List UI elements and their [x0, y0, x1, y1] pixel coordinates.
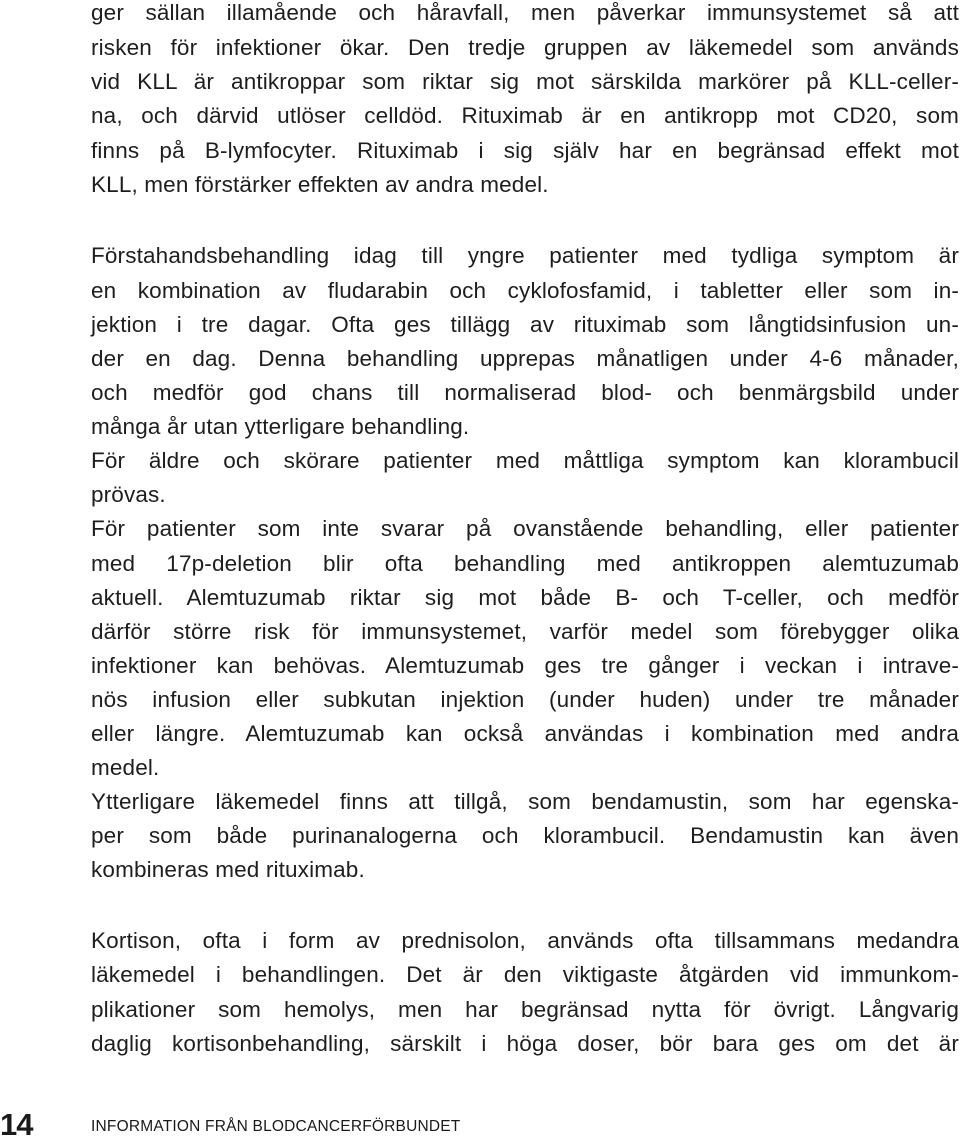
text-line: Ytterligare läkemedel finns att tillgå, som bendamustin, som har egenska- [91, 789, 959, 814]
text-line: Kortison, ofta i form av prednisolon, används ofta tillsammans medandra [91, 928, 959, 953]
text-line: ger sällan illamående och håravfall, men påverkar immunsystemet så att [91, 0, 959, 25]
text-line: Förstahandsbehandling idag till yngre patienter med tydliga symptom är [91, 243, 959, 268]
text-line: För patienter som inte svarar på ovanstående behandling, eller patienter [91, 516, 959, 541]
text-line: läkemedel i behandlingen. Det är den viktigaste åtgärden vid immunkom- [91, 962, 959, 987]
text-line: daglig kortisonbehandling, särskilt i höga doser, bör bara ges om det är [91, 1031, 959, 1056]
text-line: prövas. [91, 482, 166, 507]
text-line: kombineras med rituximab. [91, 857, 365, 882]
text-line: aktuell. Alemtuzumab riktar sig mot både B- och T-celler, och medför [91, 585, 959, 610]
text-line: eller längre. Alemtuzumab kan också användas i kombination med andra [91, 721, 959, 746]
text-line: jektion i tre dagar. Ofta ges tillägg av rituximab som långtidsinfusion un- [91, 312, 959, 337]
page-number: 14 [0, 1107, 33, 1142]
text-line: och medför god chans till normaliserad blod- och benmärgsbild under [91, 380, 959, 405]
text-line: medel. [91, 755, 160, 780]
text-line: vid KLL är antikroppar som riktar sig mot särskilda markörer på KLL-celler- [91, 69, 959, 94]
text-line: na, och därvid utlöser celldöd. Rituximab är en antikropp mot CD20, som [91, 103, 959, 128]
text-line: en kombination av fludarabin och cyklofosfamid, i tabletter eller som in- [91, 278, 959, 303]
text-line: der en dag. Denna behandling upprepas månatligen under 4-6 månader, [91, 346, 959, 371]
text-line: KLL, men förstärker effekten av andra medel. [91, 172, 549, 197]
text-line: plikationer som hemolys, men har begränsad nytta för övrigt. Långvarig [91, 997, 959, 1022]
text-line: infektioner kan behövas. Alemtuzumab ges tre gånger i veckan i intrave- [91, 653, 959, 678]
text-line: många år utan ytterligare behandling. [91, 414, 470, 439]
text-line: med 17p-deletion blir ofta behandling med antikroppen alemtuzumab [91, 551, 959, 576]
text-line: per som både purinanalogerna och klorambucil. Bendamustin kan även [91, 823, 959, 848]
text-line: därför större risk för immunsystemet, varför medel som förebygger olika [91, 619, 959, 644]
text-line: För äldre och skörare patienter med måttliga symptom kan klorambucil [91, 448, 959, 473]
text-line: finns på B-lymfocyter. Rituximab i sig själv har en begränsad effekt mot [91, 138, 959, 163]
text-line: nös infusion eller subkutan injektion (under huden) under tre månader [91, 687, 959, 712]
text-line: risken för infektioner ökar. Den tredje gruppen av läkemedel som används [91, 35, 959, 60]
footer-publication: INFORMATION FRÅN BLODCANCERFÖRBUNDET [91, 1118, 461, 1135]
